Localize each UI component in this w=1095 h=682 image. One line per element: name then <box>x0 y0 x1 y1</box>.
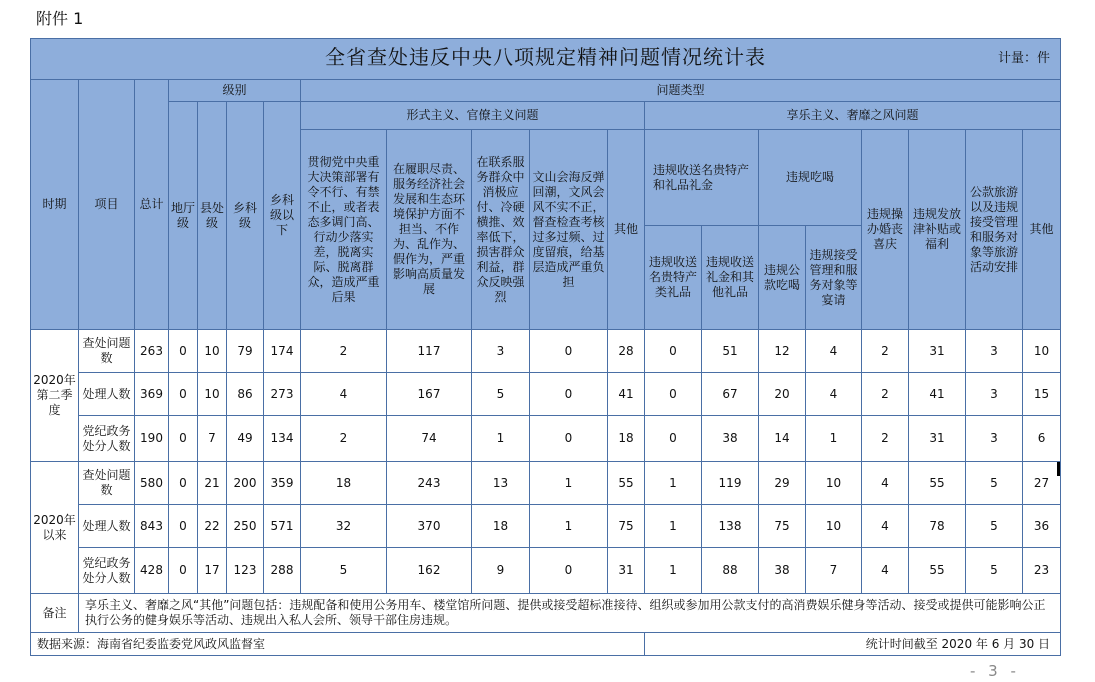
table-row <box>31 330 1061 373</box>
header-hedonism-other: 其他 <box>1023 130 1061 330</box>
value-cell: 0 <box>645 416 702 462</box>
edge-mark <box>1057 462 1060 476</box>
value-cell: 79 <box>227 330 264 373</box>
value-cell: 74 <box>387 416 472 462</box>
header-gift-money: 违规收送礼金和其他礼品 <box>702 226 759 330</box>
value-cell: 2 <box>862 373 909 416</box>
value-cell: 843 <box>135 505 169 548</box>
item-cell: 查处问题数 <box>79 330 135 373</box>
value-cell: 41 <box>909 373 966 416</box>
value-cell: 5 <box>966 505 1023 548</box>
value-cell: 6 <box>1023 416 1061 462</box>
value-cell: 7 <box>806 548 862 594</box>
value-cell: 0 <box>169 416 198 462</box>
value-cell: 78 <box>909 505 966 548</box>
table-title-row <box>31 39 1061 80</box>
header-formalism-3: 在联系服务群众中消极应付、冷硬横推、效率低下，损害群众利益，群众反映强烈 <box>472 130 530 330</box>
value-cell: 4 <box>806 330 862 373</box>
value-cell: 55 <box>909 462 966 505</box>
value-cell: 18 <box>608 416 645 462</box>
value-cell: 75 <box>608 505 645 548</box>
value-cell: 21 <box>198 462 227 505</box>
value-cell: 0 <box>645 373 702 416</box>
header-item: 项目 <box>79 80 135 330</box>
value-cell: 1 <box>806 416 862 462</box>
value-cell: 4 <box>862 462 909 505</box>
value-cell: 1 <box>645 505 702 548</box>
value-cell: 369 <box>135 373 169 416</box>
header-formalism-other: 其他 <box>608 130 645 330</box>
value-cell: 200 <box>227 462 264 505</box>
value-cell: 3 <box>966 416 1023 462</box>
header-formalism: 形式主义、官僚主义问题 <box>301 102 645 130</box>
value-cell: 0 <box>645 330 702 373</box>
value-cell: 263 <box>135 330 169 373</box>
value-cell: 51 <box>702 330 759 373</box>
value-cell: 23 <box>1023 548 1061 594</box>
value-cell: 0 <box>169 373 198 416</box>
value-cell: 243 <box>387 462 472 505</box>
attachment-label: 附件 1 <box>36 9 84 28</box>
value-cell: 41 <box>608 373 645 416</box>
value-cell: 1 <box>645 548 702 594</box>
value-cell: 359 <box>264 462 301 505</box>
value-cell: 55 <box>608 462 645 505</box>
value-cell: 123 <box>227 548 264 594</box>
value-cell: 27 <box>1023 462 1061 505</box>
value-cell: 55 <box>909 548 966 594</box>
note-label: 备注 <box>31 594 79 633</box>
value-cell: 4 <box>862 505 909 548</box>
item-cell: 查处问题数 <box>79 462 135 505</box>
page-number: - 3 - <box>970 662 1020 680</box>
value-cell: 174 <box>264 330 301 373</box>
header-problem-type: 问题类型 <box>301 80 1061 102</box>
value-cell: 5 <box>472 373 530 416</box>
value-cell: 4 <box>301 373 387 416</box>
value-cell: 17 <box>198 548 227 594</box>
value-cell: 10 <box>198 330 227 373</box>
value-cell: 36 <box>1023 505 1061 548</box>
header-dining: 违规吃喝 <box>759 130 862 226</box>
header-level-xc: 县处级 <box>198 102 227 330</box>
table-row <box>31 373 1061 416</box>
value-cell: 1 <box>472 416 530 462</box>
value-cell: 20 <box>759 373 806 416</box>
value-cell: 1 <box>530 462 608 505</box>
value-cell: 10 <box>198 373 227 416</box>
value-cell: 10 <box>1023 330 1061 373</box>
value-cell: 428 <box>135 548 169 594</box>
period-cell: 2020年以来 <box>31 462 79 594</box>
value-cell: 13 <box>472 462 530 505</box>
statistics-table <box>30 38 1061 656</box>
value-cell: 1 <box>645 462 702 505</box>
value-cell: 18 <box>301 462 387 505</box>
value-cell: 190 <box>135 416 169 462</box>
item-cell: 党纪政务处分人数 <box>79 416 135 462</box>
value-cell: 14 <box>759 416 806 462</box>
value-cell: 38 <box>702 416 759 462</box>
table-row <box>31 505 1061 548</box>
value-cell: 167 <box>387 373 472 416</box>
value-cell: 67 <box>702 373 759 416</box>
value-cell: 580 <box>135 462 169 505</box>
value-cell: 3 <box>472 330 530 373</box>
value-cell: 0 <box>530 373 608 416</box>
note-text: 享乐主义、奢靡之风“其他”问题包括：违规配备和使用公务用车、楼堂馆所问题、提供或接受超标准接待、组织或参加用公款支付的高消费娱乐健身等活动、接受或提供可能影响公正执行公务的健身娱乐等活动、违规出入私人会所、领导干部住房违规。 <box>79 594 1061 633</box>
table-row <box>31 548 1061 594</box>
value-cell: 4 <box>862 548 909 594</box>
value-cell: 162 <box>387 548 472 594</box>
value-cell: 5 <box>301 548 387 594</box>
value-cell: 4 <box>806 373 862 416</box>
value-cell: 119 <box>702 462 759 505</box>
value-cell: 7 <box>198 416 227 462</box>
header-formalism-2: 在履职尽责、服务经济社会发展和生态环境保护方面不担当、不作为、乱作为、假作为，严重影响高质量发展 <box>387 130 472 330</box>
value-cell: 250 <box>227 505 264 548</box>
header-dining-banquet: 违规接受管理和服务对象等宴请 <box>806 226 862 330</box>
value-cell: 2 <box>301 416 387 462</box>
value-cell: 273 <box>264 373 301 416</box>
value-cell: 32 <box>301 505 387 548</box>
header-level-below: 乡科级以下 <box>264 102 301 330</box>
value-cell: 86 <box>227 373 264 416</box>
value-cell: 10 <box>806 462 862 505</box>
value-cell: 49 <box>227 416 264 462</box>
value-cell: 2 <box>301 330 387 373</box>
value-cell: 0 <box>530 548 608 594</box>
note-row <box>31 594 1061 633</box>
footer-row <box>31 633 1061 656</box>
value-cell: 28 <box>608 330 645 373</box>
header-level: 级别 <box>169 80 301 102</box>
value-cell: 0 <box>530 330 608 373</box>
value-cell: 2 <box>862 330 909 373</box>
value-cell: 571 <box>264 505 301 548</box>
table-title: 全省查处违反中央八项规定精神问题情况统计表 <box>325 45 767 69</box>
stat-date: 统计时间截至 2020 年 6 月 30 日 <box>645 633 1061 656</box>
value-cell: 3 <box>966 330 1023 373</box>
value-cell: 5 <box>966 548 1023 594</box>
header-dining-public: 违规公款吃喝 <box>759 226 806 330</box>
statistics-sheet <box>30 38 1060 656</box>
value-cell: 31 <box>909 330 966 373</box>
value-cell: 31 <box>608 548 645 594</box>
value-cell: 0 <box>169 548 198 594</box>
value-cell: 15 <box>1023 373 1061 416</box>
value-cell: 31 <box>909 416 966 462</box>
header-allowance: 违规发放津补贴或福利 <box>909 130 966 330</box>
item-cell: 处理人数 <box>79 373 135 416</box>
value-cell: 370 <box>387 505 472 548</box>
value-cell: 5 <box>966 462 1023 505</box>
header-hedonism: 享乐主义、奢靡之风问题 <box>645 102 1061 130</box>
value-cell: 3 <box>966 373 1023 416</box>
value-cell: 0 <box>530 416 608 462</box>
value-cell: 138 <box>702 505 759 548</box>
header-wedding: 违规操办婚丧喜庆 <box>862 130 909 330</box>
value-cell: 1 <box>530 505 608 548</box>
value-cell: 288 <box>264 548 301 594</box>
value-cell: 134 <box>264 416 301 462</box>
header-travel: 公款旅游以及违规接受管理和服务对象等旅游活动安排 <box>966 130 1023 330</box>
value-cell: 22 <box>198 505 227 548</box>
unit-label: 计量：件 <box>998 51 1051 66</box>
value-cell: 29 <box>759 462 806 505</box>
header-total: 总计 <box>135 80 169 330</box>
value-cell: 2 <box>862 416 909 462</box>
value-cell: 0 <box>169 462 198 505</box>
data-source: 数据来源：海南省纪委监委党风政风监督室 <box>31 633 645 656</box>
value-cell: 9 <box>472 548 530 594</box>
value-cell: 88 <box>702 548 759 594</box>
header-gift-specialty: 违规收送名贵特产类礼品 <box>645 226 702 330</box>
value-cell: 0 <box>169 505 198 548</box>
header-formalism-4: 文山会海反弹回潮，文风会风不实不正，督查检查考核过多过频、过度留痕，给基层造成严重负担 <box>530 130 608 330</box>
header-period: 时期 <box>31 80 79 330</box>
value-cell: 117 <box>387 330 472 373</box>
table-row <box>31 416 1061 462</box>
header-formalism-1: 贯彻党中央重大决策部署有令不行、有禁不止，或者表态多调门高、行动少落实差，脱离实际、脱离群众，造成严重后果 <box>301 130 387 330</box>
value-cell: 18 <box>472 505 530 548</box>
item-cell: 处理人数 <box>79 505 135 548</box>
value-cell: 12 <box>759 330 806 373</box>
header-gift: 违规收送名贵特产和礼品礼金 <box>645 130 759 226</box>
header-level-xk: 乡科级 <box>227 102 264 330</box>
value-cell: 38 <box>759 548 806 594</box>
header-level-dt: 地厅级 <box>169 102 198 330</box>
value-cell: 75 <box>759 505 806 548</box>
table-row <box>31 462 1061 505</box>
value-cell: 0 <box>169 330 198 373</box>
item-cell: 党纪政务处分人数 <box>79 548 135 594</box>
period-cell: 2020年第二季度 <box>31 330 79 462</box>
value-cell: 10 <box>806 505 862 548</box>
